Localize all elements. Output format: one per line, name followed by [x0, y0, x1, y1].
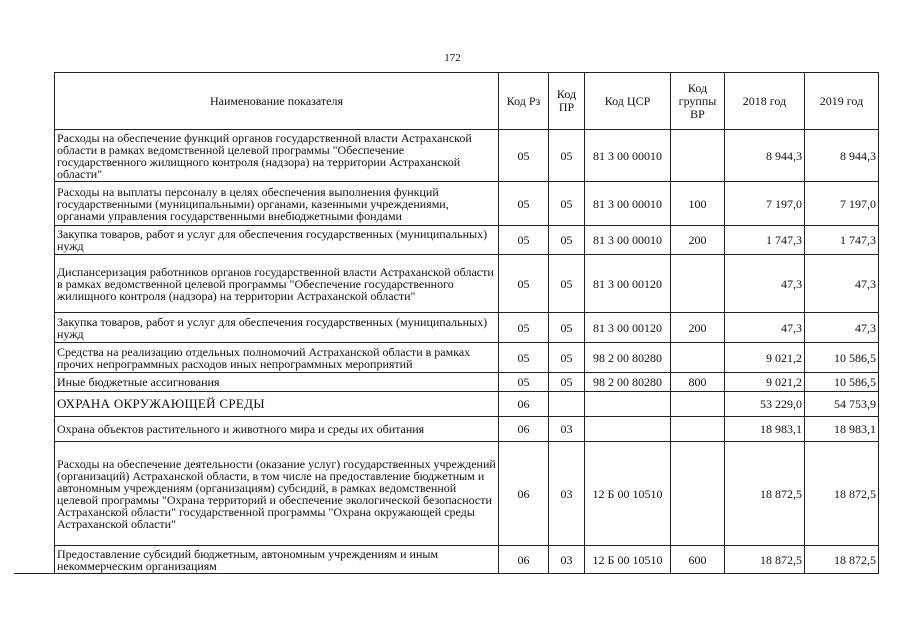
row-name: Охрана объектов растительного и животного мира и среды их обитания: [55, 417, 499, 442]
row-vr: [671, 442, 725, 546]
row-name: ОХРАНА ОКРУЖАЮЩЕЙ СРЕДЫ: [55, 392, 499, 417]
header-vr: Код группы ВР: [671, 73, 725, 130]
row-pr: 05: [549, 182, 585, 226]
row-vr: [671, 343, 725, 373]
row-rz: 06: [499, 442, 549, 546]
row-pr: 05: [549, 373, 585, 392]
row-name: Диспансеризация работников органов государственной власти Астраханской области в рамках ведомственной целевой программы "Обеспечение государственного жилищного контроля (надзора) на территории Астраханской области": [55, 255, 499, 313]
row-vr: 600: [671, 546, 725, 574]
table-row: [55, 392, 879, 417]
table-row: [55, 442, 879, 546]
row-2019: 54 753,9: [805, 392, 879, 417]
row-rz: 05: [499, 130, 549, 182]
row-csr: 12 Б 00 10510: [585, 442, 671, 546]
row-2018: 47,3: [725, 313, 805, 343]
row-2018: 9 021,2: [725, 343, 805, 373]
row-2019: 18 872,5: [805, 442, 879, 546]
row-pr: 05: [549, 313, 585, 343]
page-edge-line: [14, 573, 54, 574]
table-row: [55, 546, 879, 574]
row-pr: 03: [549, 417, 585, 442]
row-name: Иные бюджетные ассигнования: [55, 373, 499, 392]
row-pr: 05: [549, 130, 585, 182]
row-2018: 47,3: [725, 255, 805, 313]
header-2019: 2019 год: [805, 73, 879, 130]
header-name: Наименование показателя: [55, 73, 499, 130]
row-rz: 05: [499, 255, 549, 313]
row-2018: 7 197,0: [725, 182, 805, 226]
row-2018: 9 021,2: [725, 373, 805, 392]
page-number: 172: [444, 52, 461, 64]
row-vr: [671, 130, 725, 182]
row-2018: 18 872,5: [725, 442, 805, 546]
row-csr: [585, 417, 671, 442]
table-row: [55, 182, 879, 226]
row-name: Расходы на выплаты персоналу в целях обеспечения выполнения функций государственными (муниципальными) органами, казенными учреждениями, органами управления государственными внебюджетными фондами: [55, 182, 499, 226]
row-vr: 100: [671, 182, 725, 226]
table-row: [55, 226, 879, 255]
header-pr: Код ПР: [549, 73, 585, 130]
row-name: Предоставление субсидий бюджетным, автономным учреждениям и иным некоммерческим организациям: [55, 546, 499, 574]
row-name: Расходы на обеспечение функций органов государственной власти Астраханской области в рамках ведомственной целевой программы "Обеспечение государственного жилищного контроля (надзора) на территории Астраханской области": [55, 130, 499, 182]
row-csr: 81 3 00 00010: [585, 226, 671, 255]
header-csr: Код ЦСР: [585, 73, 671, 130]
row-pr: 05: [549, 226, 585, 255]
row-2019: 10 586,5: [805, 373, 879, 392]
row-pr: 03: [549, 546, 585, 574]
budget-table: [54, 72, 879, 574]
row-2019: 1 747,3: [805, 226, 879, 255]
row-vr: [671, 417, 725, 442]
table-row: [55, 373, 879, 392]
row-csr: 98 2 00 80280: [585, 373, 671, 392]
table-row: [55, 255, 879, 313]
table-row: [55, 343, 879, 373]
row-pr: 05: [549, 343, 585, 373]
row-rz: 05: [499, 373, 549, 392]
row-csr: 81 3 00 00120: [585, 313, 671, 343]
row-csr: 81 3 00 00120: [585, 255, 671, 313]
row-vr: [671, 392, 725, 417]
row-pr: 03: [549, 442, 585, 546]
row-csr: 12 Б 00 10510: [585, 546, 671, 574]
row-2019: 7 197,0: [805, 182, 879, 226]
row-rz: 05: [499, 313, 549, 343]
row-rz: 06: [499, 417, 549, 442]
row-2018: 53 229,0: [725, 392, 805, 417]
table-row: [55, 313, 879, 343]
row-vr: 200: [671, 313, 725, 343]
row-2018: 8 944,3: [725, 130, 805, 182]
row-rz: 06: [499, 546, 549, 574]
row-2018: 1 747,3: [725, 226, 805, 255]
row-csr: 98 2 00 80280: [585, 343, 671, 373]
row-pr: 05: [549, 255, 585, 313]
header-2018: 2018 год: [725, 73, 805, 130]
row-2019: 47,3: [805, 255, 879, 313]
row-2019: 18 872,5: [805, 546, 879, 574]
table-header-row: [55, 73, 879, 130]
table-row: [55, 417, 879, 442]
row-rz: 05: [499, 226, 549, 255]
row-name: Закупка товаров, работ и услуг для обеспечения государственных (муниципальных) нужд: [55, 313, 499, 343]
row-csr: 81 3 00 00010: [585, 182, 671, 226]
header-rz: Код Рз: [499, 73, 549, 130]
row-2018: 18 983,1: [725, 417, 805, 442]
row-csr: [585, 392, 671, 417]
row-csr: 81 3 00 00010: [585, 130, 671, 182]
row-rz: 05: [499, 343, 549, 373]
row-pr: [549, 392, 585, 417]
row-vr: 200: [671, 226, 725, 255]
row-2019: 10 586,5: [805, 343, 879, 373]
row-2018: 18 872,5: [725, 546, 805, 574]
table-row: [55, 130, 879, 182]
row-2019: 47,3: [805, 313, 879, 343]
row-rz: 06: [499, 392, 549, 417]
row-vr: [671, 255, 725, 313]
row-name: Расходы на обеспечение деятельности (оказание услуг) государственных учреждений (организаций) Астраханской области, в том числе на предоставление бюджетным и автономным учреждениям (организациям) субсидий, в рамках ведомственной целевой программы "Охрана территорий и обеспечение экологической безопасности Астраханской области" государственной программы "Охрана окружающей среды Астраханской области": [55, 442, 499, 546]
row-rz: 05: [499, 182, 549, 226]
row-2019: 18 983,1: [805, 417, 879, 442]
row-name: Средства на реализацию отдельных полномочий Астраханской области в рамках прочих непрограммных расходов иных непрограммных мероприятий: [55, 343, 499, 373]
row-vr: 800: [671, 373, 725, 392]
row-name: Закупка товаров, работ и услуг для обеспечения государственных (муниципальных) нужд: [55, 226, 499, 255]
row-2019: 8 944,3: [805, 130, 879, 182]
